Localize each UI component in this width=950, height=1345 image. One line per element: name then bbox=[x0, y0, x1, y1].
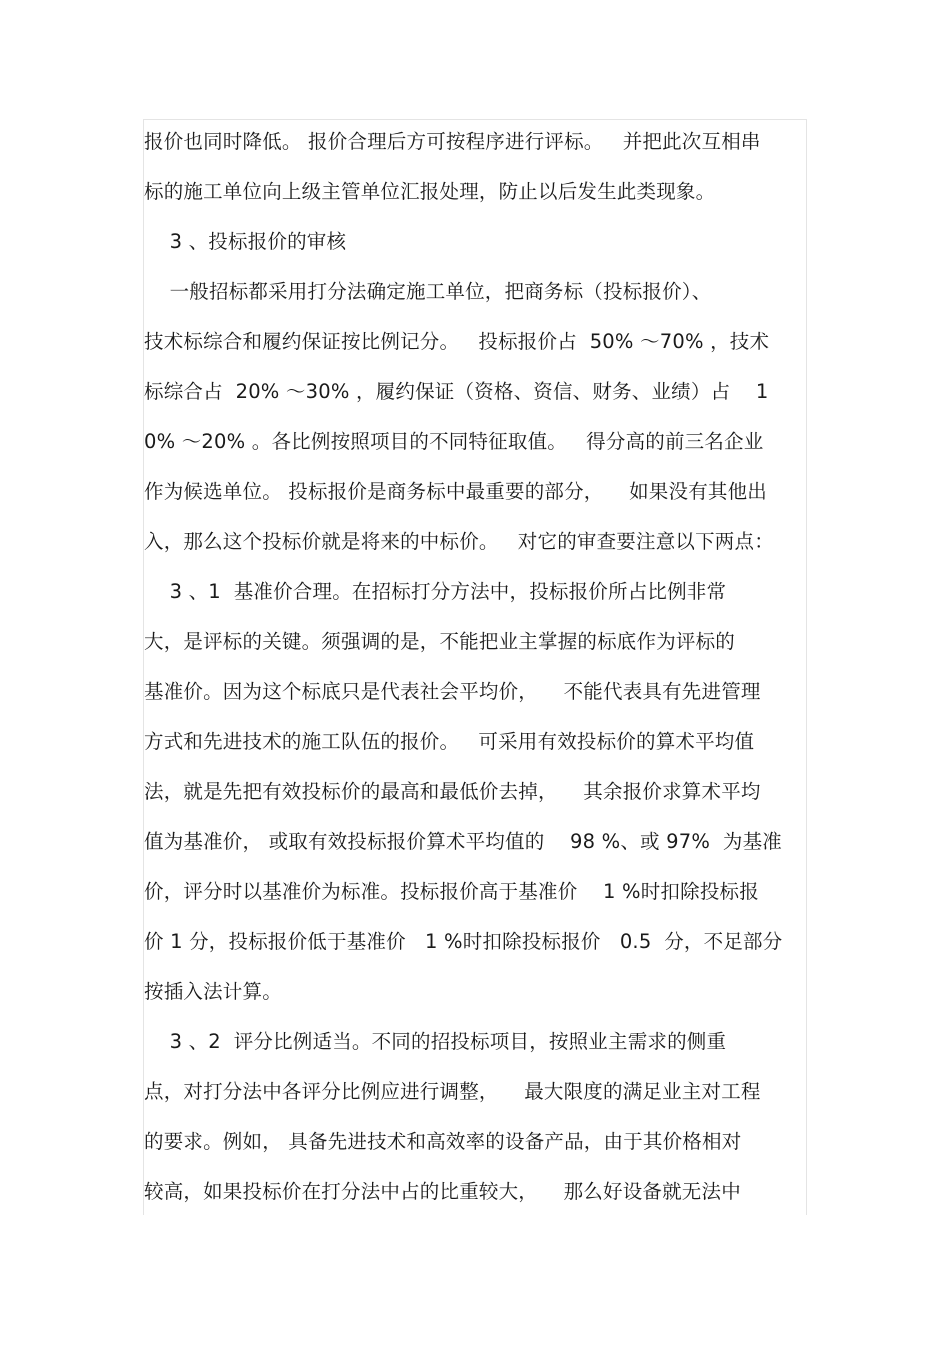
text-line: 基准价。因为这个标底只是代表社会平均价， 不能代表具有先进管理 bbox=[144, 680, 761, 703]
section-heading: 3 、投标报价的审核 bbox=[144, 230, 347, 253]
subsection-heading: 3 、2 评分比例适当。不同的招投标项目，按照业主需求的侧重 bbox=[144, 1030, 727, 1053]
subsection-heading: 3 、1 基准价合理。在招标打分方法中，投标报价所占比例非常 bbox=[144, 580, 727, 603]
text-line: 较高，如果投标价在打分法中占的比重较大， 那么好设备就无法中 bbox=[144, 1180, 741, 1203]
text-line: 作为候选单位。 投标报价是商务标中最重要的部分， 如果没有其他出 bbox=[144, 480, 767, 503]
text-line: 价 1 分，投标报价低于基准价 1 %时扣除投标报价 0.5 分，不足部分 bbox=[144, 930, 783, 953]
text-line: 0% ～20% 。各比例按照项目的不同特征取值。 得分高的前三名企业 bbox=[144, 430, 764, 453]
text-line: 标综合占 20% ～30% ，履约保证（资格、资信、财务、业绩）占 1 bbox=[144, 380, 769, 403]
text-line: 入，那么这个投标价就是将来的中标价。 对它的审查要注意以下两点： bbox=[144, 530, 774, 553]
text-line: 按插入法计算。 bbox=[144, 980, 282, 1003]
text-line: 大，是评标的关键。须强调的是，不能把业主掌握的标底作为评标的 bbox=[144, 630, 736, 653]
text-line: 方式和先进技术的施工队伍的报价。 可采用有效投标价的算术平均值 bbox=[144, 730, 755, 753]
text-line: 技术标综合和履约保证按比例记分。 投标报价占 50% ～70% ，技术 bbox=[144, 330, 770, 353]
text-line: 的要求。例如， 具备先进技术和高效率的设备产品，由于其价格相对 bbox=[144, 1130, 742, 1153]
text-line: 标的施工单位向上级主管单位汇报处理，防止以后发生此类现象。 bbox=[144, 180, 716, 203]
text-line: 价，评分时以基准价为标准。投标报价高于基准价 1 %时扣除投标报 bbox=[144, 880, 759, 903]
text-line: 法，就是先把有效投标价的最高和最低价去掉， 其余报价求算术平均 bbox=[144, 780, 761, 803]
text-line: 点，对打分法中各评分比例应进行调整， 最大限度的满足业主对工程 bbox=[144, 1080, 761, 1103]
text-line: 一般招标都采用打分法确定施工单位，把商务标（投标报价）、 bbox=[144, 280, 712, 303]
text-line: 值为基准价， 或取有效投标报价算术平均值的 98 %、或 97% 为基准 bbox=[144, 830, 782, 853]
text-line: 报价也同时降低。 报价合理后方可按程序进行评标。 并把此次互相串 bbox=[144, 130, 761, 153]
